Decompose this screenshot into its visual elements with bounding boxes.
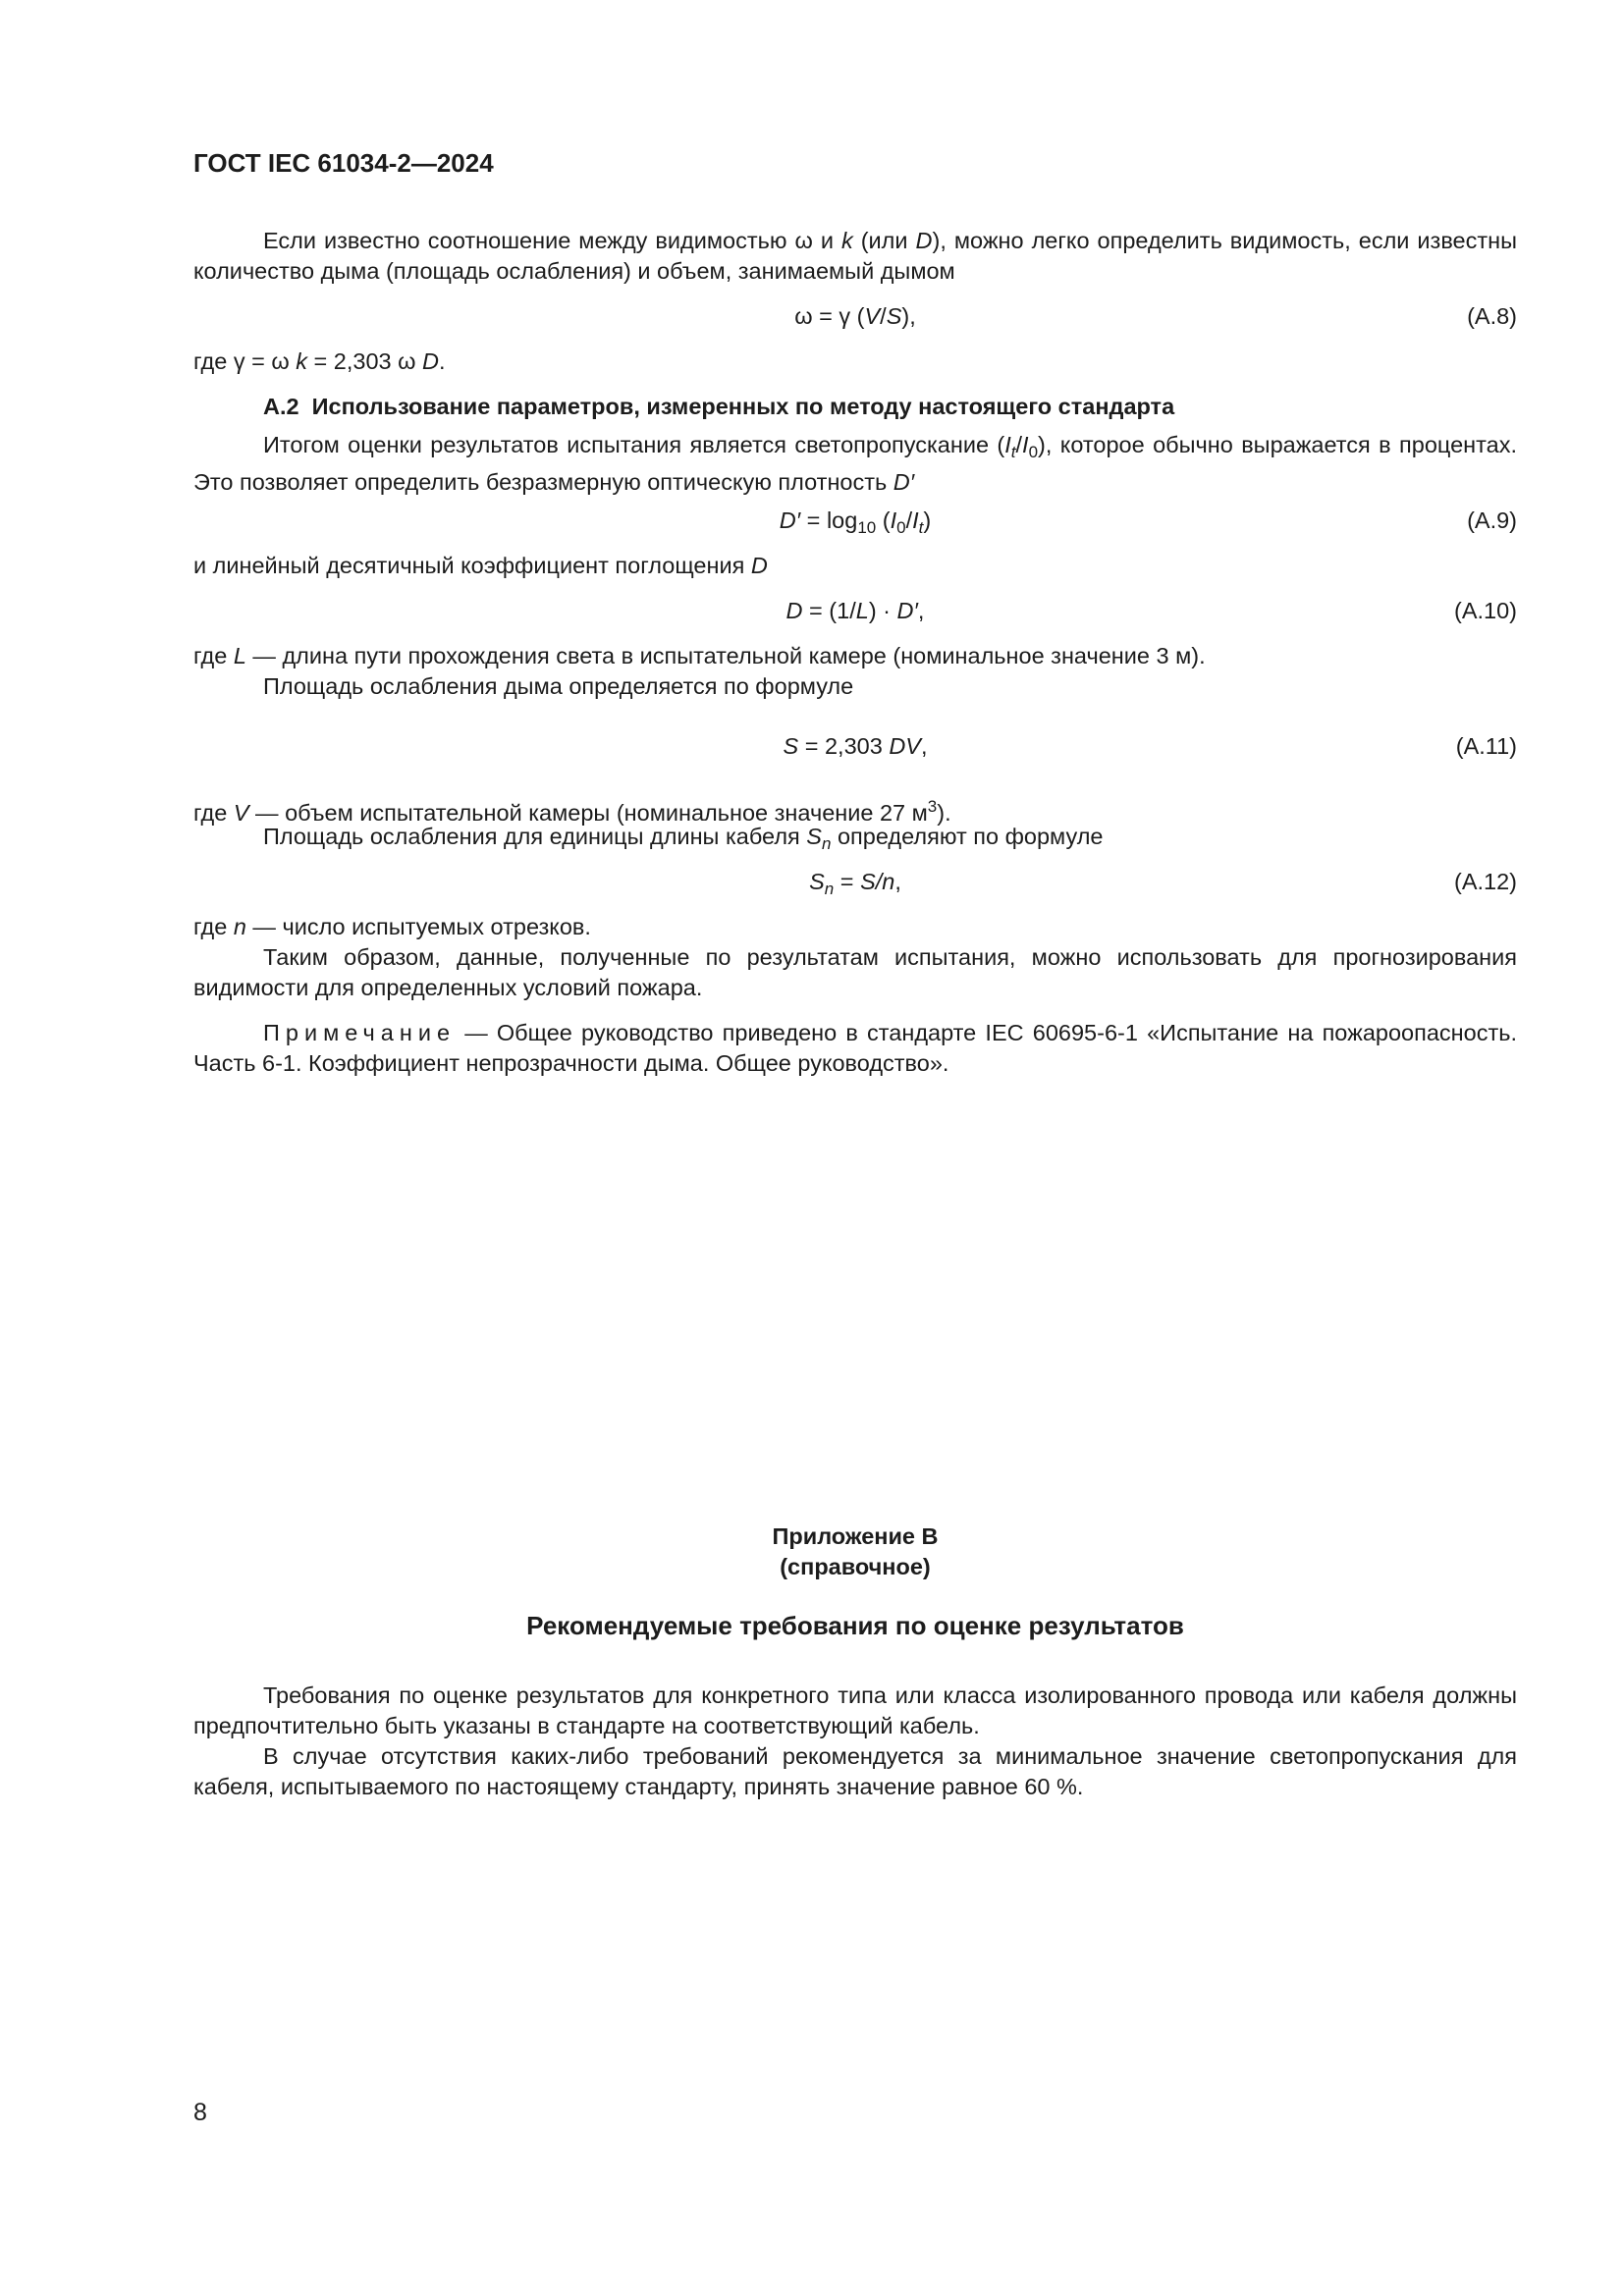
where-l: где L — длина пути прохождения света в испытательной камере (номинальное значение 3 м). xyxy=(193,643,1206,668)
appendix-paragraph-1: Требования по оценке результатов для конкретного типа или класса изолированного провода или кабеля должны предпочтительно быть указаны в стандарте на соответствующий кабель. xyxy=(193,1682,1517,1738)
line-linear-coefficient: и линейный десятичный коэффициент поглощения D xyxy=(193,553,768,578)
paragraph-visibility: Если известно соотношение между видимостью ω и k (или D), можно легко определить видимость, если известны количество дыма (площадь ослабления) и объем, занимаемый дымом xyxy=(193,228,1517,284)
document-header: ГОСТ IEC 61034-2—2024 xyxy=(193,148,494,178)
formula-a12: $S_n = S/n$, xyxy=(809,869,901,898)
section-heading-a2: А.2 Использование параметров, измеренных по методу настоящего стандарта xyxy=(263,394,1175,419)
line-attenuation-area: Площадь ослабления дыма определяется по формуле xyxy=(263,673,854,699)
appendix-heading: Рекомендуемые требования по оценке результатов xyxy=(526,1611,1184,1640)
equation-number-a12: (А.12) xyxy=(1454,869,1517,894)
note: Примечание — Общее руководство приведено в стандарте IEC 60695-6-1 «Испытание на пожароопасность. Часть 6-1. Коэффициент непрозрачности дыма. Общее руководство». xyxy=(193,1020,1517,1076)
page-number: 8 xyxy=(193,2099,207,2126)
formula-a9: $D' = \log_{10} (I_0/I_t)$ xyxy=(779,507,932,537)
appendix-title: Приложение В xyxy=(772,1523,939,1549)
appendix-paragraph-2: В случае отсутствия каких-либо требований рекомендуется за минимальное значение светопропускания для кабеля, испытываемого по настоящему стандарту, принять значение равное 60 %. xyxy=(193,1743,1517,1799)
formula-a10: D = (1/L) · D′, xyxy=(785,598,925,623)
equation-number-a11: (А.11) xyxy=(1455,733,1517,759)
line-unit-length-area: Площадь ослабления для единицы длины кабеля $S_n$ определяют по формуле xyxy=(263,824,1104,853)
equation-number-a10: (А.10) xyxy=(1454,598,1517,623)
formula-a11: S = 2,303 DV, xyxy=(783,733,928,759)
appendix-subtitle: (справочное) xyxy=(780,1554,931,1579)
where-v: где V — объем испытательной камеры (номинальное значение 27 $м^3$). xyxy=(193,797,951,826)
where-n: где n — число испытуемых отрезков. xyxy=(193,914,591,939)
where-gamma: где γ = ω k = 2,303 ω D. xyxy=(193,348,446,374)
equation-number-a9: (А.9) xyxy=(1467,507,1517,533)
paragraph-light-transmission: Итогом оценки результатов испытания является светопропускание $(I_t/I_0)$, которое обычно выражается в процентах. Это позволяет определить безразмерную оптическую плотность D′ xyxy=(193,432,1517,495)
formula-a8: ω = γ (V/S), xyxy=(794,303,916,329)
paragraph-conclusion: Таким образом, данные, полученные по результатам испытания, можно использовать для прогнозирования видимости для определенных условий пожара. xyxy=(193,944,1517,1000)
equation-number-a8: (А.8) xyxy=(1467,303,1517,329)
